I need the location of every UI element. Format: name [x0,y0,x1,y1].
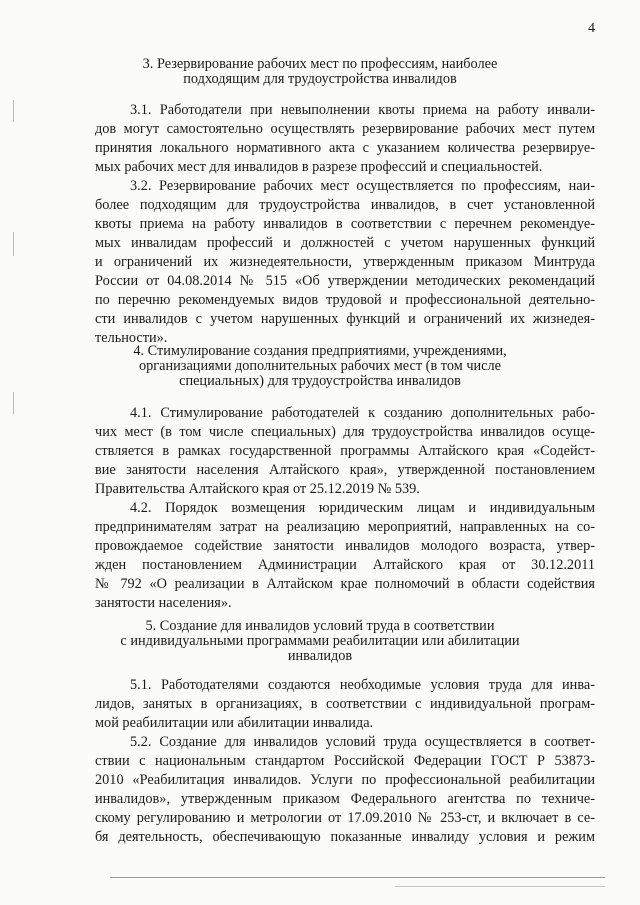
paragraph-line: 3.2. Резервирование рабочих мест осуществляется по профессиям, наи- [130,178,595,194]
paragraph-line: принятия локального нормативного акта с указанием количества резервируе- [95,140,595,156]
paragraph-line: 5.2. Создание для инвалидов условий труда осуществляется в соответ- [130,734,595,750]
heading-line: инвалидов [287,648,353,664]
scan-margin-mark [13,100,14,122]
paragraph-line: бя деятельность, обеспечивающую показанные инвалиду условия и режим [95,829,595,845]
heading-line: с индивидуальными программами реабилитации или абилитации [120,633,520,649]
paragraph-line: 2010 «Реабилитация инвалидов. Услуги по профессиональной реабилитации [95,772,595,788]
paragraph-line: тельности». [95,330,168,346]
paragraph-line: квоты приема на работу инвалидов в соответствии с перечнем рекомендуе- [95,216,595,232]
paragraph-line: Правительства Алтайского края от 25.12.2019 № 539. [95,481,420,497]
section-heading [95,57,545,87]
paragraph-line: жден постановлением Администрации Алтайского края от 30.12.2011 [95,557,595,573]
paragraph-line: занятости населения». [95,595,232,611]
paragraph-line: провождаемое содействие занятости инвалидов молодого возраста, утвер- [95,538,595,554]
paragraph-line: дов могут самостоятельно осуществлять резервирование рабочих мест путем [95,121,595,137]
heading-line: 4. Стимулирование создания предприятиями, учреждениями, [133,343,507,359]
heading-line: подходящим для трудоустройства инвалидов [183,71,457,87]
scan-edge-line [395,886,605,887]
paragraph-line: вие занятости населения Алтайского края», утвержденной постановлением [95,462,595,478]
section-heading [95,344,545,389]
paragraph-line: по перечню рекомендуемых видов трудовой и профессиональной деятельно- [95,292,595,308]
paragraph-line: ствии с национальным стандартом Российской Федерации ГОСТ Р 53873- [95,753,595,769]
paragraph-line: 5.1. Работодателями создаются необходимые условия труда для инва- [130,677,595,693]
paragraph-line: мой реабилитации или абилитации инвалида. [95,715,374,731]
heading-line: 3. Резервирование рабочих мест по профессиям, наиболее [142,56,498,72]
page-number: 4 [588,21,595,36]
paragraph-line: чих мест (в том числе специальных) для трудоустройства инвалидов осуще- [95,424,595,440]
section-heading [95,619,545,664]
scan-edge-line [110,877,605,878]
paragraph-line: более подходящим для трудоустройства инвалидов, в счет установленной [95,197,595,213]
heading-line: 5. Создание для инвалидов условий труда в соответствии [145,618,495,634]
scan-margin-mark [13,392,14,414]
paragraph-line: инвалидов», утвержденным приказом Федерального агентства по техниче- [95,791,595,807]
paragraph-line: 4.1. Стимулирование работодателей к созданию дополнительных рабо- [130,405,595,421]
paragraph-line: России от 04.08.2014 № 515 «Об утверждении методических рекомендаций [95,273,595,289]
paragraph-line: сти инвалидов с учетом нарушенных функций и ограничений их жизнедея- [95,311,595,327]
paragraph-line: лидов, занятых в организациях, в соответствии с индивидуальной програм- [95,696,595,712]
paragraph-line: мых рабочих мест для инвалидов в разрезе профессий и специальностей. [95,159,543,175]
paragraph-line: мых инвалидам профессий и должностей с учетом нарушенных функций [95,235,595,251]
heading-line: специальных) для трудоустройства инвалидов [179,373,461,389]
paragraph-line: ствляется в рамках государственной программы Алтайского края «Содейст- [95,443,595,459]
scan-margin-mark [13,232,14,256]
paragraph-line: скому регулированию и метрологии от 17.09.2010 № 253-ст, и включает в се- [95,810,595,826]
paragraph-line: 3.1. Работодатели при невыполнении квоты приема на работу инвали- [130,102,595,118]
heading-line: организациями дополнительных рабочих мест (в том числе [139,358,501,374]
paragraph-line: предпринимателям затрат на реализацию мероприятий, направленных на со- [95,519,595,535]
paragraph-line: и ограничений их жизнедеятельности, утвержденным приказом Минтруда [95,254,595,270]
paragraph-line: № 792 «О реализации в Алтайском крае полномочий в области содействия [95,576,595,592]
paragraph-line: 4.2. Порядок возмещения юридическим лицам и индивидуальным [130,500,595,516]
